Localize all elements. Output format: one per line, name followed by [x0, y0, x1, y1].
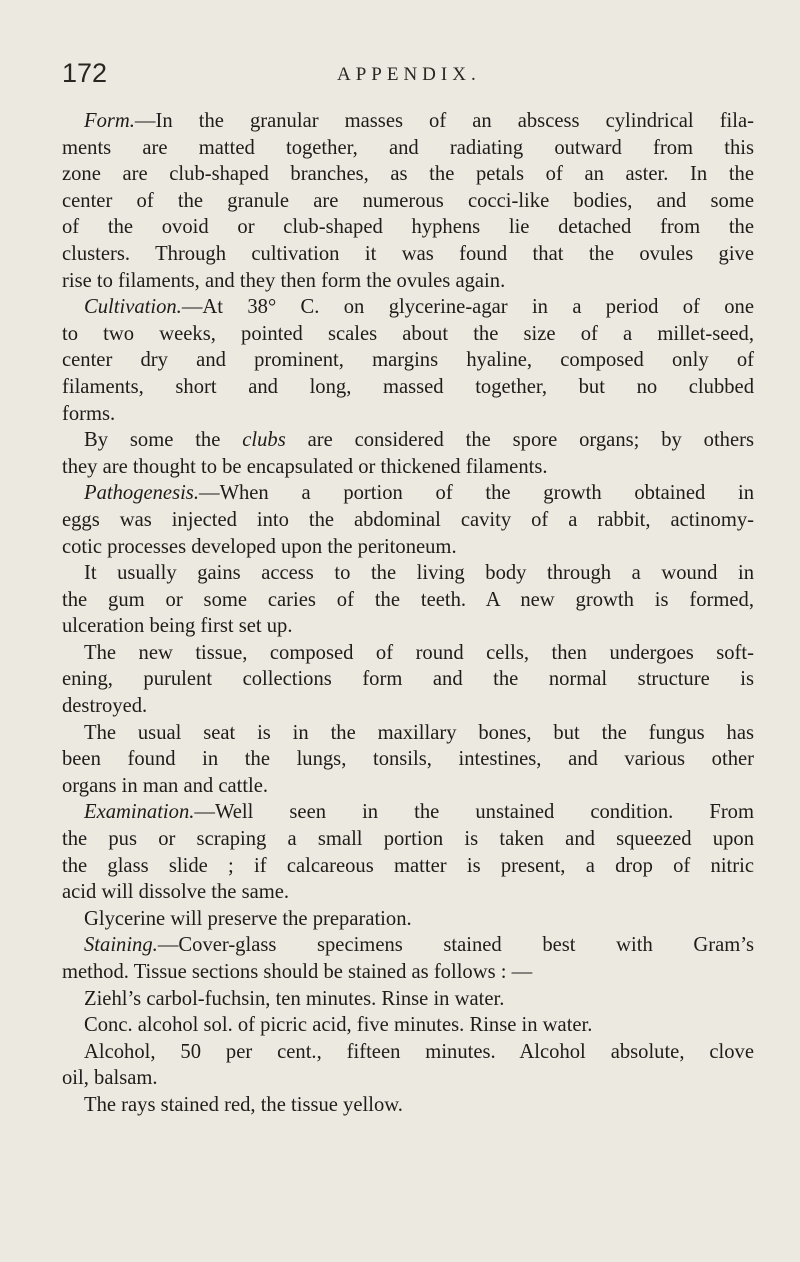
section-heading-cultivation: Cultivation.: [84, 296, 182, 319]
text-line: been found in the lungs, tonsils, intestines, and various other: [62, 748, 754, 771]
text-line: rise to filaments, and they then form the ovules again.: [62, 269, 506, 292]
text-line: ulceration being first set up.: [62, 615, 293, 638]
paragraph-usual-seat: [62, 720, 754, 800]
text-line: zone are club-shaped branches, as the petals of an aster. In the: [62, 163, 754, 186]
text-line: It usually gains access to the living body through a wound in: [84, 562, 754, 585]
paragraph-form: [62, 108, 754, 294]
section-heading-staining: Staining.: [84, 934, 158, 957]
text-line: the glass slide ; if calcareous matter is present, a drop of nitric: [62, 854, 754, 877]
text-line: Conc. alcohol sol. of picric acid, five minutes. Rinse in water.: [84, 1014, 593, 1037]
paragraph-access: [62, 560, 754, 640]
text-line: eggs was injected into the abdominal cavity of a rabbit, actinomy-: [62, 508, 754, 531]
text-line: acid will dissolve the same.: [62, 881, 290, 904]
text-line: they are thought to be encapsulated or thickened filaments.: [62, 455, 548, 478]
text-line: of the ovoid or club-shaped hyphens lie detached from the: [62, 216, 754, 239]
text-line: center of the granule are numerous cocci-like bodies, and some: [62, 189, 754, 212]
text-line: Ziehl’s carbol-fuchsin, ten minutes. Rinse in water.: [84, 987, 505, 1010]
paragraph-pathogenesis: [62, 480, 754, 560]
text-line: the pus or scraping a small portion is taken and squeezed upon: [62, 828, 754, 851]
text-line: forms.: [62, 402, 116, 425]
text-line: Cultivation.—At 38° C. on glycerine-agar in a period of one: [84, 296, 754, 319]
paragraph-cultivation: [62, 294, 754, 427]
text-line: ening, purulent collections form and the normal structure is: [62, 668, 754, 691]
text-line: Pathogenesis.—When a portion of the growth obtained in: [84, 482, 754, 505]
text-line: The rays stained red, the tissue yellow.: [84, 1093, 403, 1116]
paragraph-step-1: [62, 986, 754, 1013]
page-number: 172: [62, 58, 108, 88]
text-line: Examination.—Well seen in the unstained condition. From: [84, 801, 754, 824]
paragraph-staining: [62, 932, 754, 985]
emphasis-clubs: clubs: [242, 429, 286, 452]
text-line: The usual seat is in the maxillary bones, but the fungus has: [84, 721, 754, 744]
paragraph-step-2: [62, 1012, 754, 1039]
paragraph-new-tissue: [62, 640, 754, 720]
body-text: [62, 108, 754, 1119]
text-line: By some the clubs are considered the spore organs; by others: [84, 429, 754, 452]
page-header: [62, 56, 742, 96]
text-line: destroyed.: [62, 695, 148, 718]
section-heading-examination: Examination.: [84, 801, 195, 824]
paragraph-clubs: [62, 427, 754, 480]
text-line: the gum or some caries of the teeth. A new growth is formed,: [62, 588, 754, 611]
text-line: Glycerine will preserve the preparation.: [84, 907, 412, 930]
text-line: ments are matted together, and radiating outward from this: [62, 136, 754, 159]
text-line: Form.—In the granular masses of an abscess cylindrical fila-: [84, 110, 754, 132]
text-line: oil, balsam.: [62, 1067, 158, 1090]
text-line: method. Tissue sections should be stained as follows : —: [62, 961, 533, 983]
section-heading-form: Form.: [84, 110, 135, 132]
text-line: filaments, short and long, massed together, but no clubbed: [62, 375, 754, 398]
running-head: APPENDIX.: [337, 64, 481, 85]
text-line: center dry and prominent, margins hyaline, composed only of: [62, 349, 754, 372]
paragraph-examination: [62, 799, 754, 905]
paragraph-step-3: [62, 1039, 754, 1092]
text-line: to two weeks, pointed scales about the size of a millet-seed,: [62, 322, 754, 345]
text-line: Staining.—Cover-glass specimens stained best with Gram’s: [84, 934, 754, 957]
section-heading-pathogenesis: Pathogenesis.: [84, 482, 199, 505]
text-line: organs in man and cattle.: [62, 774, 269, 797]
paragraph-result: [62, 1092, 754, 1119]
paragraph-glycerine: [62, 906, 754, 933]
text-line: clusters. Through cultivation it was found that the ovules give: [62, 242, 754, 265]
text-line: cotic processes developed upon the peritoneum.: [62, 535, 457, 558]
text-line: Alcohol, 50 per cent., fifteen minutes. Alcohol absolute, clove: [84, 1040, 754, 1063]
text-line: The new tissue, composed of round cells, then undergoes soft-: [84, 641, 754, 664]
